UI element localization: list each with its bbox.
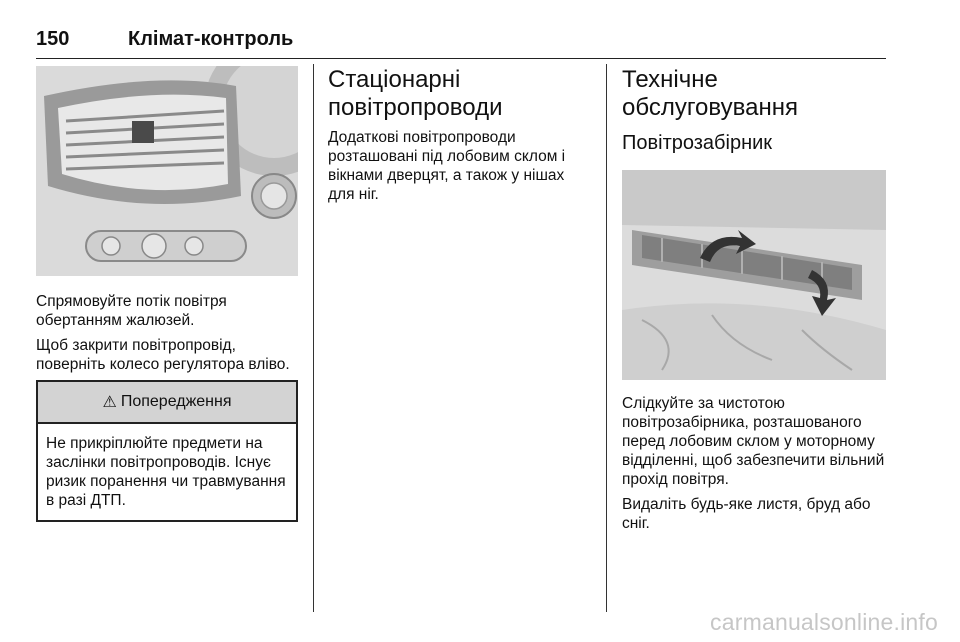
vent-close-text: Щоб закрити повітропровід, поверніть колесо регулятора вліво.: [36, 337, 290, 373]
air-intake-figure: [622, 170, 886, 380]
air-vent-figure: [36, 66, 298, 276]
column-middle: [328, 66, 590, 210]
column-right: [622, 66, 886, 539]
page-number: 150: [36, 28, 70, 50]
warning-triangle-icon: ⚠: [102, 394, 117, 411]
maintenance-heading: Технічне обслуговування: [622, 66, 798, 121]
warning-text: Не прикріплюйте предмети на заслінки повітропроводів. Існує ризик поранення чи травмування в разі ДТП.: [46, 435, 286, 509]
column-left: [36, 66, 298, 522]
warning-box: [36, 380, 298, 522]
fixed-vents-heading: Стаціонарні повітропроводи: [328, 66, 503, 121]
air-vent-illustration: [36, 66, 298, 276]
fixed-vents-text: Додаткові повітропроводи розташовані під лобовим склом і вікнами дверцят, а також у нішах для ніг.: [328, 129, 566, 203]
air-intake-clean-text: Слідкуйте за чистотою повітрозабірника, розташованого перед лобовим склом у моторному відділенні, щоб забезпечити вільний прохід повітря.: [622, 395, 885, 488]
vent-direction-text: Спрямовуйте потік повітря обертанням жалюзей.: [36, 293, 227, 329]
warning-body: [38, 424, 296, 520]
air-intake-subheading: Повітрозабірник: [622, 132, 773, 154]
chapter-title: Клімат-контроль: [128, 28, 294, 50]
warning-header: [38, 382, 296, 424]
page-header: [36, 28, 886, 59]
column-divider-2: [606, 64, 607, 612]
site-watermark: carmanualsonline.info: [710, 609, 938, 635]
air-intake-remove-text: Видаліть будь-яке листя, бруд або сніг.: [622, 496, 871, 532]
air-intake-illustration: [622, 170, 886, 380]
warning-title: Попередження: [120, 393, 232, 410]
column-divider-1: [313, 64, 314, 612]
